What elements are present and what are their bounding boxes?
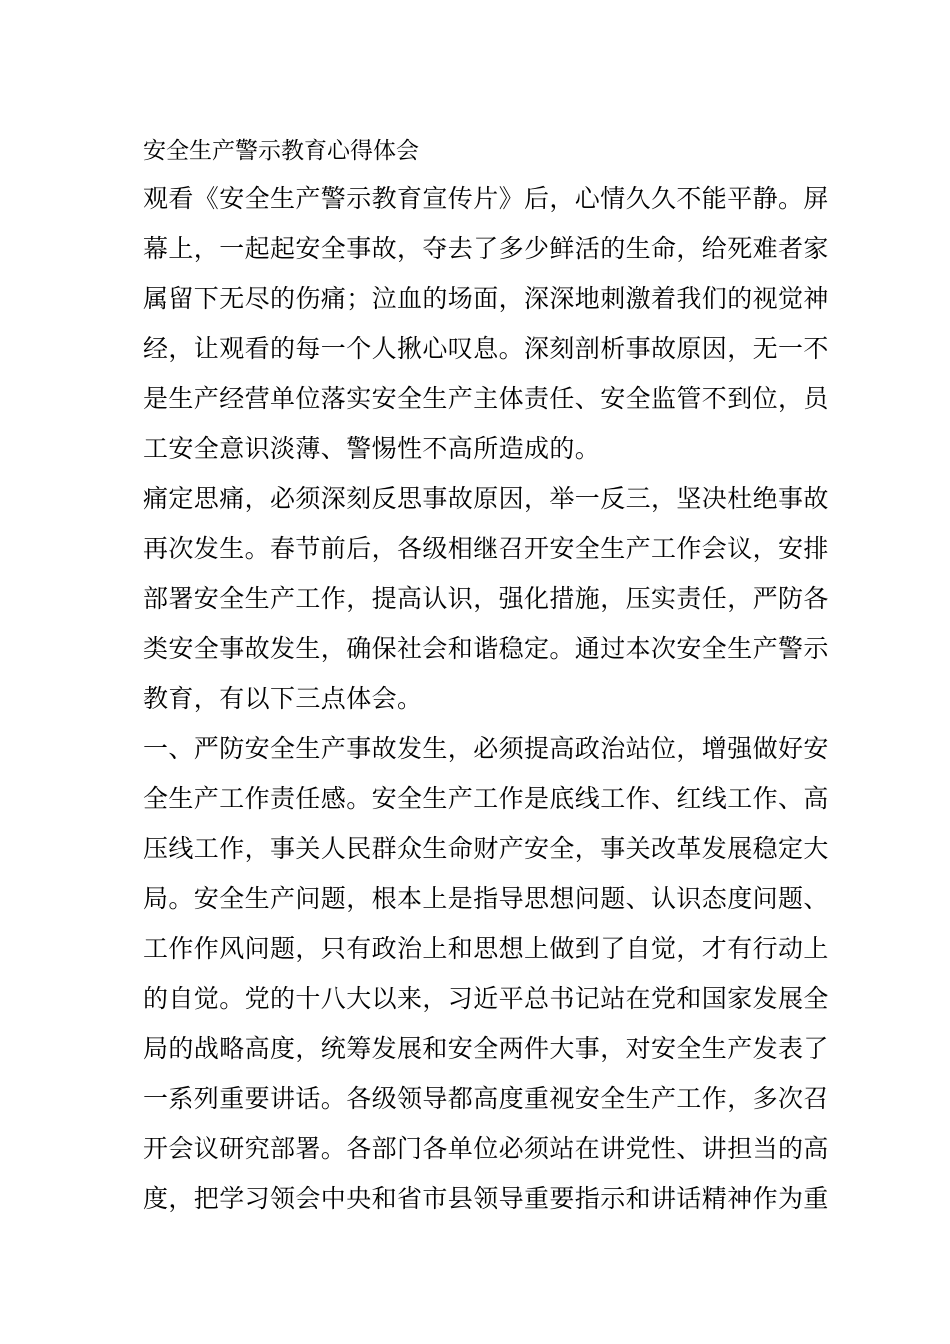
paragraph-line: 痛定思痛，必须深刻反思事故原因，举一反三，坚决杜绝事故 <box>143 484 829 513</box>
paragraph-line: 局。安全生产问题，根本上是指导思想问题、认识态度问题、 <box>143 884 829 913</box>
paragraph-line: 部署安全生产工作，提高认识，强化措施，压实责任，严防各 <box>143 584 829 613</box>
paragraph-3 <box>143 724 829 1224</box>
paragraph-line: 是生产经营单位落实安全生产主体责任、安全监管不到位，员 <box>143 384 829 413</box>
paragraph-line: 再次发生。春节前后，各级相继召开安全生产工作会议，安排 <box>143 534 829 563</box>
paragraph-line: 经，让观看的每一个人揪心叹息。深刻剖析事故原因，无一不 <box>143 334 829 363</box>
paragraph-line: 开会议研究部署。各部门各单位必须站在讲党性、讲担当的高 <box>143 1134 829 1163</box>
paragraph-2 <box>143 474 829 724</box>
paragraph-line: 全生产工作责任感。安全生产工作是底线工作、红线工作、高 <box>143 784 829 813</box>
paragraph-line: 局的战略高度，统筹发展和安全两件大事，对安全生产发表了 <box>143 1034 829 1063</box>
paragraph-line: 观看《安全生产警示教育宣传片》后，心情久久不能平静。屏 <box>143 184 829 213</box>
paragraph-1 <box>143 174 829 474</box>
paragraph-line: 幕上，一起起安全事故，夺去了多少鲜活的生命，给死难者家 <box>143 234 829 263</box>
paragraph-line: 工安全意识淡薄、警惕性不高所造成的。 <box>143 434 601 463</box>
paragraph-line: 类安全事故发生，确保社会和谐稳定。通过本次安全生产警示 <box>143 634 829 663</box>
paragraph-line: 工作作风问题，只有政治上和思想上做到了自觉，才有行动上 <box>143 934 829 963</box>
paragraph-line: 教育，有以下三点体会。 <box>143 684 423 713</box>
paragraph-line: 一、严防安全生产事故发生，必须提高政治站位，增强做好安 <box>143 734 829 763</box>
paragraph-line: 属留下无尽的伤痛；泣血的场面，深深地刺激着我们的视觉神 <box>143 284 829 313</box>
paragraph-line: 一系列重要讲话。各级领导都高度重视安全生产工作，多次召 <box>143 1084 829 1113</box>
paragraph-line: 压线工作，事关人民群众生命财产安全，事关改革发展稳定大 <box>143 834 829 863</box>
document-title: 安全生产警示教育心得体会 <box>143 138 419 164</box>
paragraph-line: 度，把学习领会中央和省市县领导重要指示和讲话精神作为重 <box>143 1184 829 1213</box>
paragraph-line: 的自觉。党的十八大以来，习近平总书记站在党和国家发展全 <box>143 984 829 1013</box>
document-body <box>143 128 829 1224</box>
